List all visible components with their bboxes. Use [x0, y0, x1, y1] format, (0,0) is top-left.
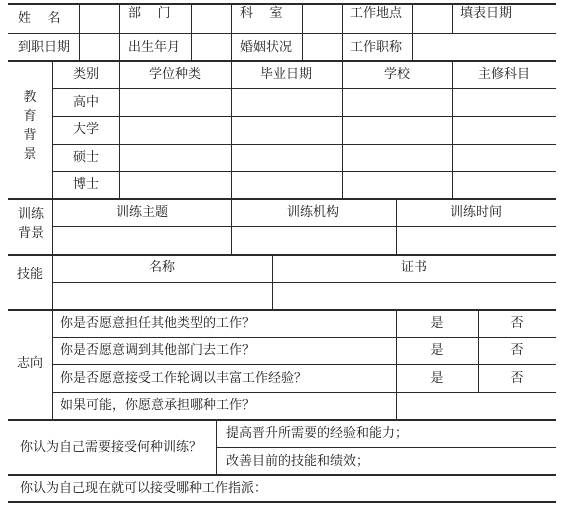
assignment-answer-field[interactable]: [280, 476, 556, 500]
column-divider: [119, 3, 120, 61]
department-field[interactable]: [192, 4, 231, 33]
row-divider: [8, 60, 556, 62]
training-header-time: 训练时间: [449, 205, 503, 220]
training-section-label-text: 训练背景: [17, 207, 44, 241]
job-title-field[interactable]: [413, 34, 556, 60]
education-row-fields[interactable]: [120, 117, 556, 144]
row-divider: [52, 337, 556, 338]
preferred-job-field[interactable]: [397, 393, 556, 419]
aspiration-section-label: 志向: [17, 356, 44, 371]
assignment-question: 你认为自己现在就可以接受哪种工作指派：: [20, 481, 268, 496]
marital-status-field[interactable]: [303, 34, 342, 60]
section-divider: [8, 419, 556, 421]
skills-header-certificate: 证书: [400, 260, 428, 275]
row-divider: [52, 364, 556, 365]
column-divider: [452, 3, 453, 34]
aspiration-yes-option[interactable]: 是: [430, 371, 444, 386]
aspiration-question-preferred-job: 如果可能，你愿意承担哪种工作？: [60, 398, 256, 413]
training-needs-question: 你认为自己需要接受何种训练？: [20, 440, 203, 455]
aspiration-yes-option[interactable]: 是: [430, 316, 444, 331]
column-divider: [478, 310, 479, 393]
training-section-label: [17, 205, 45, 243]
work-location-field[interactable]: [413, 4, 452, 33]
training-needs-option-improve-skills[interactable]: 改善目前的技能和绩效；: [226, 454, 370, 469]
work-location-label: 工作地点: [350, 6, 403, 21]
birth-date-field[interactable]: [192, 34, 231, 60]
birth-date-label: 出生年月: [128, 40, 181, 55]
section-field[interactable]: [303, 4, 342, 33]
column-divider: [216, 420, 217, 475]
name-field[interactable]: [80, 4, 119, 33]
aspiration-no-option[interactable]: 否: [510, 343, 524, 358]
education-header-graduation-date: 毕业日期: [259, 67, 313, 82]
training-row-fields[interactable]: [53, 227, 556, 254]
education-level-high-school: 高中: [73, 95, 100, 110]
job-title-label: 工作职称: [350, 40, 403, 55]
form-date-label: 填表日期: [460, 6, 513, 21]
education-row-fields[interactable]: [120, 145, 556, 171]
form-bottom-border: [8, 501, 556, 503]
hire-date-field[interactable]: [80, 34, 119, 60]
aspiration-no-option[interactable]: 否: [510, 371, 524, 386]
column-divider: [342, 3, 343, 61]
education-level-masters: 硕士: [73, 150, 100, 165]
education-level-doctorate: 博士: [73, 177, 100, 192]
section-divider: [8, 198, 556, 200]
education-row-fields[interactable]: [120, 89, 556, 116]
education-row-fields[interactable]: [120, 172, 556, 198]
aspiration-yes-option[interactable]: 是: [430, 343, 444, 358]
section-divider: [8, 309, 556, 311]
education-section-label: 教育背景: [23, 90, 37, 162]
education-header-degree-type: 学位种类: [148, 67, 202, 82]
section-label: 科 室: [240, 6, 283, 21]
aspiration-question-other-job-type: 你是否愿意担任其他类型的工作？: [60, 316, 256, 331]
training-header-topic: 训练主题: [115, 205, 169, 220]
education-header-school: 学校: [383, 67, 411, 82]
row-divider: [216, 447, 556, 448]
skills-row-fields[interactable]: [53, 283, 556, 309]
marital-status-label: 婚姻状况: [240, 40, 293, 55]
skills-section-label: 技能: [17, 267, 44, 282]
column-divider: [231, 3, 232, 61]
training-needs-option-promotion[interactable]: 提高晋升所需要的经验和能力；: [226, 426, 409, 441]
aspiration-no-option[interactable]: 否: [510, 316, 524, 331]
department-label: 部 门: [128, 6, 171, 21]
training-header-institution: 训练机构: [286, 205, 340, 220]
aspiration-question-job-rotation: 你是否愿意接受工作轮调以丰富工作经验？: [60, 371, 308, 386]
education-header-major: 主修科目: [477, 67, 531, 82]
name-label: 姓 名: [18, 11, 61, 26]
hire-date-label: 到职日期: [18, 40, 71, 55]
education-level-university: 大学: [73, 122, 100, 137]
section-divider: [8, 254, 556, 256]
education-header-category: 类别: [72, 67, 100, 82]
skills-header-name: 名称: [148, 260, 176, 275]
aspiration-question-transfer-department: 你是否愿意调到其他部门去工作？: [60, 343, 256, 358]
